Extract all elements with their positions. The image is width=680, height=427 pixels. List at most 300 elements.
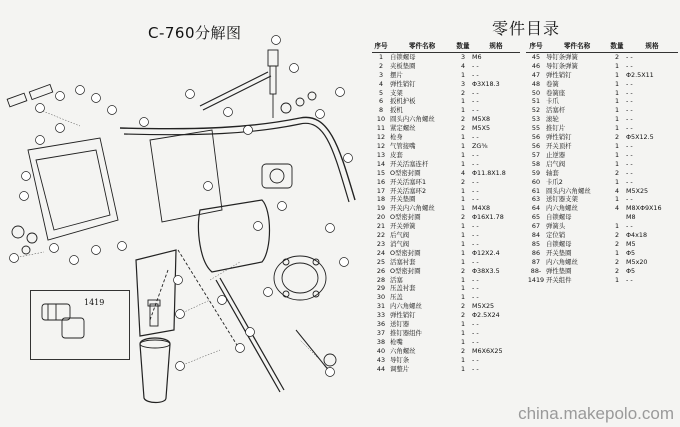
part-name-cell: 扳机护板 [390,97,416,106]
part-number-cell: 53 [531,115,541,124]
spec-cell: - - [472,195,479,204]
part-name-cell: 弹性销钉 [390,311,416,320]
spec-cell: - - [626,88,633,97]
spec-cell: - - [472,257,479,266]
spec-cell: - - [472,239,479,248]
table-row [372,338,520,347]
part-name-cell: 定位销 [546,231,566,240]
table-row [372,329,520,338]
part-number-cell: 18 [376,195,386,204]
spec-cell: M5X8 [472,115,491,124]
quantity-cell: 1 [460,355,466,364]
part-number-cell: 15 [376,168,386,177]
header-no: 序号 [372,42,390,52]
quantity-cell: 2 [460,124,466,133]
parts-table-left [372,42,520,374]
spec-cell: - - [472,275,479,284]
spec-cell: - - [626,124,633,133]
part-number-cell: 36 [376,320,386,329]
part-name-cell: 推钉器组件 [390,329,422,337]
part-name-cell: 活塞 [390,275,403,284]
quantity-cell: 1 [614,150,620,159]
spec-cell: - - [626,150,633,159]
table-row [526,213,678,222]
spec-cell: Φ2.5X11 [626,70,654,79]
part-number-cell: 37 [376,329,386,337]
table-row [526,178,678,187]
part-number-cell: 84 [531,231,541,240]
table-row [372,178,520,187]
quantity-cell: 1 [460,293,466,302]
part-number-cell: 57 [531,150,541,159]
spec-cell: - - [626,222,633,231]
part-name-cell: O型密封圈 [390,248,421,257]
part-number-cell: 44 [376,364,386,373]
part-number-cell: 12 [376,133,386,142]
quantity-cell: 3 [460,52,466,61]
quantity-cell: 2 [460,311,466,320]
part-name-cell: 弹性垫圈 [546,266,572,275]
part-name-cell: 止逆器 [546,150,566,159]
spec-cell: - - [626,275,633,284]
spec-cell: M8 [626,213,636,222]
part-name-cell: 开关顶杆 [546,141,572,150]
part-number-cell: 17 [376,186,386,195]
table-row [372,169,520,178]
spec-cell: M5X5 [472,124,491,133]
part-name-cell: 导钉条弹簧 [546,61,578,70]
quantity-cell: 2 [614,133,620,142]
part-number-cell: 22 [376,231,386,240]
quantity-cell: 1 [614,177,620,186]
part-name-cell: 内六角螺丝 [546,204,578,213]
part-number-cell: 59 [531,168,541,177]
table-row [372,80,520,89]
part-name-cell: 自锁螺母 [546,239,572,248]
quantity-cell: 2 [614,52,620,61]
quantity-cell: 1 [460,257,466,266]
part-number-cell: 65 [531,213,541,222]
part-name-cell: 调整片 [390,364,410,373]
spec-cell: - - [472,186,479,195]
quantity-cell: 1 [460,70,466,79]
table-row [526,231,678,240]
table-row [526,258,678,267]
part-number-cell: 31 [376,302,386,311]
part-number-cell: 13 [376,150,386,159]
quantity-cell: 1 [460,97,466,106]
part-number-cell: 60 [531,177,541,186]
part-name-cell: 紧定螺丝 [390,124,416,133]
part-name-cell: O型密封圈 [390,213,421,222]
quantity-cell: 1 [614,70,620,79]
parts-catalog-title: 零件目录 [492,19,561,38]
spec-cell: - - [472,329,479,337]
part-number-cell: 28 [376,275,386,284]
spec-cell: - - [626,177,633,186]
watermark: china.makepolo.com [518,404,674,423]
table-row [372,204,520,213]
part-number-cell: 56 [531,133,541,142]
quantity-cell: 1 [460,159,466,168]
part-name-cell: 弹性销钉 [546,133,572,142]
quantity-cell: 1 [614,248,620,257]
part-number-cell: 61 [531,186,541,195]
quantity-cell: 1 [460,204,466,213]
quantity-cell: 1 [460,222,466,231]
spec-cell: Φ12X2.4 [472,248,500,257]
spec-cell: - - [472,88,479,97]
table-row [372,231,520,240]
table-row [526,106,678,115]
table-row [372,311,520,320]
table-row [372,249,520,258]
table-row [372,133,520,142]
part-name-cell: 送钉器 [390,320,410,329]
quantity-cell: 1 [460,150,466,159]
header-no: 序号 [526,42,546,52]
part-name-cell: 摆片 [390,70,403,79]
table-row [526,97,678,106]
part-number-cell: 23 [376,239,386,248]
part-number-cell: 58 [531,159,541,168]
part-name-cell: 支架 [390,88,403,97]
spec-cell: Φ5X12.5 [626,133,654,142]
diagram-title: C-760分解图 [148,24,242,42]
quantity-cell: 1 [614,275,620,284]
part-name-cell: 开关活塞环1 [390,177,427,186]
part-number-cell: 6 [378,97,384,106]
part-number-cell: 1419 [527,275,545,284]
quantity-cell: 2 [460,266,466,275]
table-row [372,71,520,80]
table-row [526,52,678,61]
table-row [526,160,678,169]
spec-cell: Φ5 [626,248,636,257]
part-number-cell: 55 [531,124,541,133]
quantity-cell: 1 [460,248,466,257]
table-row [526,222,678,231]
part-name-cell: 内六角螺丝 [390,302,422,311]
part-number-cell: 63 [531,195,541,204]
part-name-cell: 开关垫圈 [390,195,416,204]
quantity-cell: 1 [460,133,466,142]
part-name-cell: 六角螺丝 [390,346,416,355]
part-number-cell: 26 [376,266,386,275]
part-name-cell: 枪身 [390,133,403,142]
table-row [526,249,678,258]
table-row [372,267,520,276]
table-row [526,142,678,151]
header-spec: 规格 [626,42,678,52]
table-row [526,71,678,80]
part-name-cell: 导钉条弹簧 [546,52,578,61]
part-number-cell: 50 [531,88,541,97]
part-name-cell: 开关组件 [546,275,572,284]
part-name-cell: O型密封圈 [390,266,421,275]
spec-cell: - - [472,70,479,79]
quantity-cell: 1 [460,106,466,115]
header-name: 零件名称 [546,42,608,52]
part-name-cell: 活塞衬套 [390,257,416,266]
quantity-cell: 1 [460,195,466,204]
table-row [526,115,678,124]
part-number-cell: 25 [376,257,386,266]
inset-label: 1419 [84,298,105,307]
table-row [526,124,678,133]
spec-cell: - - [472,159,479,168]
spec-cell: - - [472,222,479,231]
quantity-cell: 4 [614,186,620,195]
part-number-cell: 30 [376,293,386,302]
part-name-cell: 弹簧头 [546,222,566,231]
spec-cell: ZG⅜ [472,141,488,150]
part-name-cell: 卷簧座 [546,88,566,97]
quantity-cell: 1 [614,88,620,97]
quantity-cell: 4 [460,61,466,70]
spec-cell: M8XΦ9X16 [626,204,662,213]
spec-cell: - - [472,97,479,106]
spec-cell: - - [472,320,479,329]
spec-cell: Φ16X1.78 [472,213,504,222]
part-number-cell: 67 [531,222,541,231]
part-number-cell: 20 [376,213,386,222]
table-row [526,133,678,142]
quantity-cell: 1 [460,284,466,293]
quantity-cell: 2 [614,231,620,240]
table-row [526,276,678,285]
quantity-cell [608,213,626,222]
spec-cell: M5X25 [626,186,649,195]
part-name-cell: 轴套 [546,168,559,177]
header-spec: 规格 [472,42,520,52]
table-row [526,169,678,178]
quantity-cell: 4 [614,204,620,213]
part-number-cell: 85 [531,239,541,248]
part-number-cell: 8 [378,106,384,115]
table-row [372,213,520,222]
spec-cell: Φ5 [626,266,636,275]
table-row [372,187,520,196]
part-number-cell: 46 [531,61,541,70]
spec-cell: M5x20 [626,257,648,266]
spec-cell: - - [626,141,633,150]
quantity-cell: 1 [614,159,620,168]
part-number-cell: 3 [378,70,384,79]
part-name-cell: 压盖衬套 [390,284,416,293]
part-number-cell: 16 [376,177,386,186]
table-row [372,52,520,61]
table-row [372,240,520,249]
table-row [526,267,678,276]
part-name-cell: 内六角螺丝 [546,257,578,266]
quantity-cell: 1 [614,195,620,204]
spec-cell: - - [472,133,479,142]
spec-cell: - - [472,106,479,115]
table-row [526,89,678,98]
part-number-cell: 24 [376,248,386,257]
table-row [526,80,678,89]
part-name-cell: 开关内六角螺丝 [390,204,435,213]
part-name-cell: 弹性销钉 [390,79,416,88]
quantity-cell: 1 [460,364,466,373]
table-row [372,356,520,365]
table-row [372,106,520,115]
spec-cell: - - [626,97,633,106]
spec-cell: Φ38X3.5 [472,266,500,275]
part-name-cell: 开关垫圈 [546,248,572,257]
spec-cell: - - [626,168,633,177]
quantity-cell: 1 [460,320,466,329]
spec-cell: - - [472,293,479,302]
spec-cell: - - [472,355,479,364]
part-name-cell: 圆头内六角螺丝 [546,186,591,195]
table-row [372,302,520,311]
part-number-cell: 4 [378,79,384,88]
table-row [372,115,520,124]
quantity-cell: 2 [460,213,466,222]
part-number-cell: 12 [376,141,386,150]
table-row [526,62,678,71]
quantity-cell: 1 [460,239,466,248]
parts-table-right [526,42,678,284]
spec-cell: Φ11.8X1.8 [472,168,506,177]
quantity-cell: 1 [460,141,466,150]
part-name-cell: 弹性销钉 [546,70,572,79]
quantity-cell: 1 [614,79,620,88]
part-number-cell: 43 [376,355,386,364]
table-row [526,204,678,213]
quantity-cell: 2 [614,257,620,266]
part-name-cell: 气管接嘴 [390,141,416,150]
spec-cell: - - [626,79,633,88]
part-number-cell: 86 [531,248,541,257]
quantity-cell: 2 [614,239,620,248]
table-row [372,151,520,160]
part-number-cell: 5 [378,88,384,97]
table-row [372,276,520,285]
part-number-cell: 10 [376,115,386,124]
part-number-cell: 1 [378,52,384,61]
spec-cell: M5X25 [472,302,495,311]
part-name-cell: 夹板垫圈 [390,61,416,70]
part-number-cell: 87 [531,257,541,266]
spec-cell: - - [626,115,633,124]
table-row [526,240,678,249]
quantity-cell: 3 [460,79,466,88]
part-name-cell: 开关弹簧 [390,222,416,231]
part-name-cell: 枪嘴 [390,337,403,346]
part-name-cell: 开关活塞环2 [390,186,427,195]
part-name-cell: 滚轮 [546,115,559,124]
part-number-cell: 88- [530,266,542,275]
part-number-cell: 38 [376,337,386,346]
part-name-cell: 开关活塞连杆 [390,159,429,168]
table-row [372,284,520,293]
part-name-cell: O型密封圈 [390,168,421,177]
part-name-cell: 卡爪 [546,97,559,106]
spec-cell: M5 [626,239,636,248]
quantity-cell: 1 [614,124,620,133]
table-row [372,347,520,356]
spec-cell: - - [472,61,479,70]
quantity-cell: 1 [614,97,620,106]
part-number-cell: 21 [376,222,386,231]
quantity-cell: 1 [460,186,466,195]
spec-cell: - - [626,159,633,168]
header-qty: 数量 [454,42,472,52]
quantity-cell: 2 [614,266,620,275]
part-name-cell: 皮套 [390,150,403,159]
table-row [372,62,520,71]
table-row [372,124,520,133]
table-row [526,195,678,204]
spec-cell: - - [626,61,633,70]
part-number-cell: 40 [376,346,386,355]
part-number-cell: 56 [531,141,541,150]
part-number-cell: 45 [531,52,541,61]
table-row [372,89,520,98]
part-name-cell: 自锁螺母 [546,213,572,222]
part-name-cell: 圆头内六角螺丝 [390,115,435,124]
quantity-cell: 1 [460,275,466,284]
quantity-cell: 1 [614,222,620,231]
quantity-cell: 2 [460,177,466,186]
spec-cell: - - [472,337,479,346]
header-qty: 数量 [608,42,626,52]
table-row [372,320,520,329]
part-number-cell: 29 [376,284,386,293]
table-row [372,195,520,204]
table-row [372,365,520,374]
quantity-cell: 2 [460,302,466,311]
quantity-cell: 1 [614,115,620,124]
part-name-cell: 扳机 [390,106,403,115]
spec-cell: - - [626,52,633,61]
spec-cell: M4X8 [472,204,491,213]
part-name-cell: 送钉器支架 [546,195,578,204]
part-name-cell: 启气阀 [546,159,566,168]
table-header-row [526,42,678,52]
quantity-cell: 1 [460,337,466,346]
spec-cell: - - [472,284,479,293]
spec-cell: - - [626,195,633,204]
part-name-cell: 推钉片 [546,124,566,133]
spec-cell: - - [472,364,479,373]
quantity-cell: 4 [460,168,466,177]
part-number-cell: 33 [376,311,386,320]
part-number-cell: 64 [531,204,541,213]
table-row [372,160,520,169]
quantity-cell: 1 [460,329,466,337]
table-row [372,258,520,267]
part-name-cell: 卷簧 [546,79,559,88]
quantity-cell: 2 [614,168,620,177]
part-name-cell: 导钉条 [390,355,410,364]
spec-cell: - - [472,177,479,186]
part-name-cell: 消气阀 [390,239,410,248]
spec-cell: M6 [472,52,482,61]
quantity-cell: 2 [460,346,466,355]
part-number-cell: 19 [376,204,386,213]
quantity-cell: 2 [460,88,466,97]
spec-cell: M6X6X25 [472,346,503,355]
part-number-cell: 47 [531,70,541,79]
part-number-cell: 11 [376,124,386,133]
part-number-cell: 14 [376,159,386,168]
table-row [372,97,520,106]
part-name-cell: 活塞杆 [546,106,566,115]
